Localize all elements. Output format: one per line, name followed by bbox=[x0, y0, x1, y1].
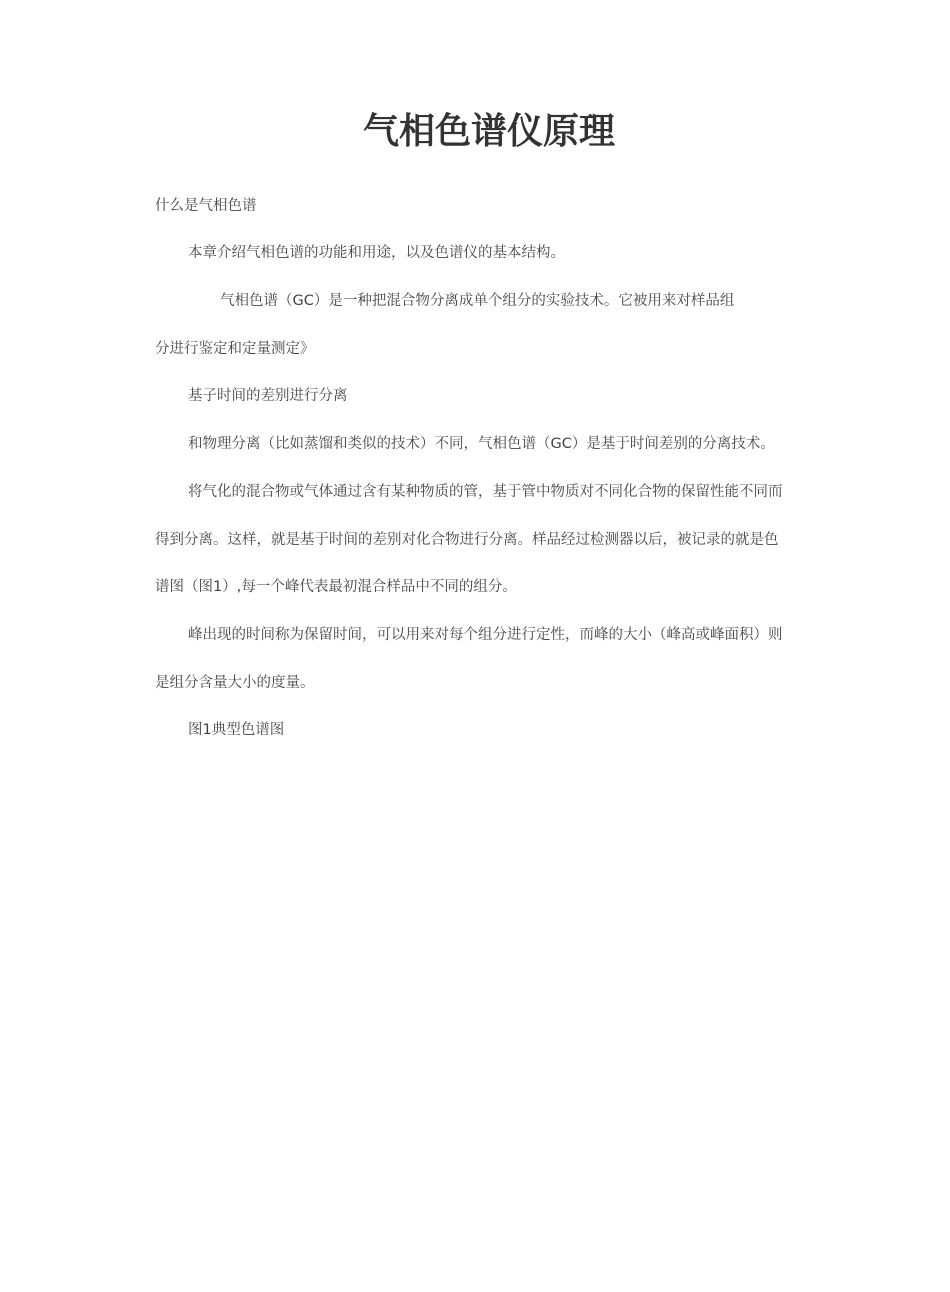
paragraph-line: 气相色谱（GC）是一种把混合物分离成单个组分的实验技术。它被用来对样品组 bbox=[220, 293, 735, 309]
paragraph-line: 本章介绍气相色谱的功能和用途，以及色谱仪的基本结构。 bbox=[188, 245, 565, 261]
paragraph-line: 分进行鉴定和定量测定》 bbox=[155, 341, 315, 357]
paragraph-line: 和物理分离（比如蒸馏和类似的技术）不同，气相色谱（GC）是基于时间差别的分离技术。 bbox=[188, 436, 775, 452]
figure-caption: 图1典型色谱图 bbox=[188, 722, 285, 738]
section-heading-what-is-gc: 什么是气相色谱 bbox=[155, 198, 257, 214]
paragraph-line: 得到分离。这样，就是基于时间的差别对化合物进行分离。样品经过检测器以后，被记录的就是色 bbox=[155, 532, 779, 548]
document-title: 气相色谱仪原理 bbox=[362, 111, 615, 152]
paragraph-line: 峰出现的时间称为保留时间，可以用来对每个组分进行定性，而峰的大小（峰高或峰面积）则 bbox=[188, 627, 783, 643]
section-heading-time-separation: 基子时间的差别进行分离 bbox=[188, 388, 348, 404]
paragraph-line: 谱图（图1）,每一个峰代表最初混合样品中不同的组分。 bbox=[155, 579, 517, 595]
paragraph-line: 是组分含量大小的度量。 bbox=[155, 675, 315, 691]
paragraph-line: 将气化的混合物或气体通过含有某种物质的管，基于管中物质对不同化合物的保留性能不同而 bbox=[188, 484, 783, 500]
